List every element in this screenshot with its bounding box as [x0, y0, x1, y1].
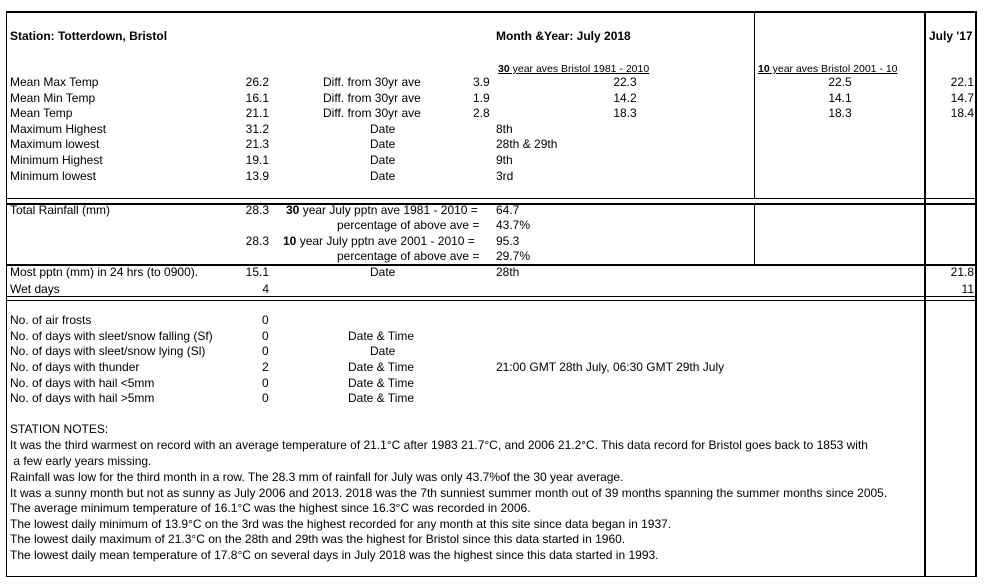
rainfall-ave10-label	[283, 234, 475, 248]
event-row-value: 0	[262, 344, 269, 358]
extreme-row-value: 19.1	[245, 153, 269, 167]
pptn-date-label: Date	[370, 265, 396, 279]
ave10-heading-number: 10	[758, 63, 770, 75]
rainfall-ave10-text: year July pptn ave 2001 - 2010 =	[296, 234, 475, 248]
extreme-row-date: 3rd	[496, 169, 514, 183]
ave30-heading-text: year aves Bristol 1981 - 2010	[509, 63, 650, 75]
notes-line: It was the third warmest on record with an average temperature of 21.1°C after 1983 21.7°C, and 2006 21.2°C. This data record for Bristol goes back to 1853 with	[10, 438, 868, 452]
pptn-value: 15.1	[245, 265, 269, 279]
event-row-date-label: Date & Time	[348, 391, 415, 405]
notes-line: The lowest daily mean temperature of 17.8°C on several days in July 2018 was the highest since this data started in 1993.	[10, 548, 659, 562]
extreme-row-label: Minimum lowest	[10, 169, 97, 183]
pptn-label: Most pptn (mm) in 24 hrs (to 0900).	[10, 265, 199, 279]
temp-row-ave10: 14.1	[828, 91, 852, 105]
event-row-value: 0	[262, 391, 269, 405]
ten-year-column-line-rain	[754, 203, 755, 265]
notes-line: Rainfall was low for the third month in a row. The 28.3 mm of rainfall for July was only 43.7%of the 30 year average.	[10, 470, 624, 484]
notes-line: The lowest daily minimum of 13.9°C on the 3rd was the highest recorded for any month at this site since data began in 1937.	[10, 517, 672, 531]
rainfall-pct2-label: percentage of above ave =	[337, 249, 480, 263]
event-row-label: No. of days with sleet/snow lying (Sl)	[10, 344, 206, 358]
rainfall-pct2-value: 29.7%	[496, 249, 531, 263]
wet-days-prev: 11	[961, 282, 974, 296]
event-row-date-label: Date & Time	[348, 376, 415, 390]
temp-row-diff-label: Diff. from 30yr ave	[323, 75, 421, 89]
wet-days-value: 4	[262, 282, 269, 296]
extreme-row-value: 21.3	[245, 137, 269, 151]
top-border	[6, 11, 976, 13]
rainfall-value: 28.3	[245, 203, 269, 217]
rainfall-ave10-number: 10	[283, 234, 297, 248]
rainfall-value-2: 28.3	[245, 234, 269, 248]
temp-row-ave30: 18.3	[613, 106, 637, 120]
rainfall-pct1-label: percentage of above ave =	[337, 218, 480, 232]
notes-line: a few early years missing.	[10, 454, 152, 468]
extreme-row-date: 9th	[496, 153, 513, 167]
extreme-row-label: Maximum lowest	[10, 137, 100, 151]
rainfall-ave30-text: year July pptn ave 1981 - 2010 =	[299, 203, 478, 217]
event-row-label: No. of days with sleet/snow falling (Sf)	[10, 329, 213, 343]
event-row-date-label: Date & Time	[348, 360, 415, 374]
ten-year-column-line	[754, 11, 755, 199]
pptn-prev: 21.8	[950, 265, 974, 279]
temp-row-diff: 1.9	[473, 91, 490, 105]
event-row-value: 0	[262, 376, 269, 390]
temp-row-value: 21.1	[245, 106, 269, 120]
event-row-value: 2	[262, 360, 269, 374]
temp-row-prev: 14.7	[950, 91, 974, 105]
temp-row-ave10: 18.3	[828, 106, 852, 120]
notes-title: STATION NOTES:	[10, 422, 109, 436]
rainfall-ave10-value: 95.3	[496, 234, 520, 248]
extreme-row-label: Minimum Highest	[10, 153, 103, 167]
notes-line: It was a sunny month but not as sunny as July 2006 and 2013. 2018 was the 7th sunniest summer month out of 39 months spanning the summer months since 2005.	[10, 486, 888, 500]
ave10-heading-text: year aves Bristol 2001 - 10	[769, 63, 898, 75]
event-row-date-label: Date	[370, 344, 396, 358]
temp-section-bottom-line	[6, 198, 976, 199]
temp-row-value: 26.2	[245, 75, 269, 89]
temp-row-prev: 22.1	[950, 75, 974, 89]
extreme-row-value: 13.9	[245, 169, 269, 183]
events-section-top-line	[6, 300, 976, 301]
temp-row-label: Mean Max Temp	[10, 75, 99, 89]
notes-line: The average minimum temperature of 16.1°C was the highest since 16.3°C was recorded in 2006.	[10, 501, 531, 515]
temp-row-diff: 3.9	[473, 75, 490, 89]
temp-row-diff-label: Diff. from 30yr ave	[323, 91, 421, 105]
right-border	[975, 11, 977, 577]
rainfall-pct1-value: 43.7%	[496, 218, 531, 232]
ave30-heading	[498, 62, 649, 76]
rainfall-ave30-label	[286, 203, 478, 217]
event-row-detail: 21:00 GMT 28th July, 06:30 GMT 29th July	[496, 360, 725, 374]
temp-row-ave30: 14.2	[613, 91, 637, 105]
wet-days-label: Wet days	[10, 282, 60, 296]
extreme-row-date: 28th & 29th	[496, 137, 558, 151]
event-row-label: No. of days with hail <5mm	[10, 376, 155, 390]
extreme-row-date: 8th	[496, 122, 513, 136]
extreme-row-value: 31.2	[245, 122, 269, 136]
ave30-heading-number: 30	[498, 63, 510, 75]
event-row-label: No. of air frosts	[10, 313, 92, 327]
rainfall-label: Total Rainfall (mm)	[10, 203, 111, 217]
pptn-section-bottom-line	[6, 296, 976, 297]
event-row-value: 0	[262, 313, 269, 327]
bottom-border	[6, 576, 976, 577]
extreme-row-label: Maximum Highest	[10, 122, 107, 136]
left-border	[6, 11, 7, 577]
extreme-row-date-label: Date	[370, 122, 396, 136]
rainfall-ave30-value: 64.7	[496, 203, 520, 217]
event-row-label: No. of days with thunder	[10, 360, 140, 374]
rainfall-section-top-line	[6, 203, 976, 205]
notes-line: The lowest daily maximum of 21.3°C on the 28th and 29th was the highest for Bristol since this data started in 1960.	[10, 532, 626, 546]
station-title: Station: Totterdown, Bristol	[10, 29, 168, 43]
event-row-label: No. of days with hail >5mm	[10, 391, 155, 405]
temp-row-ave10: 22.5	[828, 75, 852, 89]
month-year-title: Month &Year: July 2018	[496, 29, 631, 43]
event-row-date-label: Date & Time	[348, 329, 415, 343]
temp-row-prev: 18.4	[950, 106, 974, 120]
ave10-heading	[758, 62, 898, 76]
extreme-row-date-label: Date	[370, 137, 396, 151]
rainfall-ave30-number: 30	[286, 203, 300, 217]
temp-row-ave30: 22.3	[613, 75, 637, 89]
pptn-date: 28th	[496, 265, 520, 279]
event-row-value: 0	[262, 329, 269, 343]
prev-year-title: July '17	[929, 29, 973, 43]
temp-row-label: Mean Min Temp	[10, 91, 96, 105]
temp-row-diff-label: Diff. from 30yr ave	[323, 106, 421, 120]
extreme-row-date-label: Date	[370, 153, 396, 167]
temp-row-diff: 2.8	[473, 106, 490, 120]
temp-row-label: Mean Temp	[10, 106, 73, 120]
temp-row-value: 16.1	[245, 91, 269, 105]
extreme-row-date-label: Date	[370, 169, 396, 183]
